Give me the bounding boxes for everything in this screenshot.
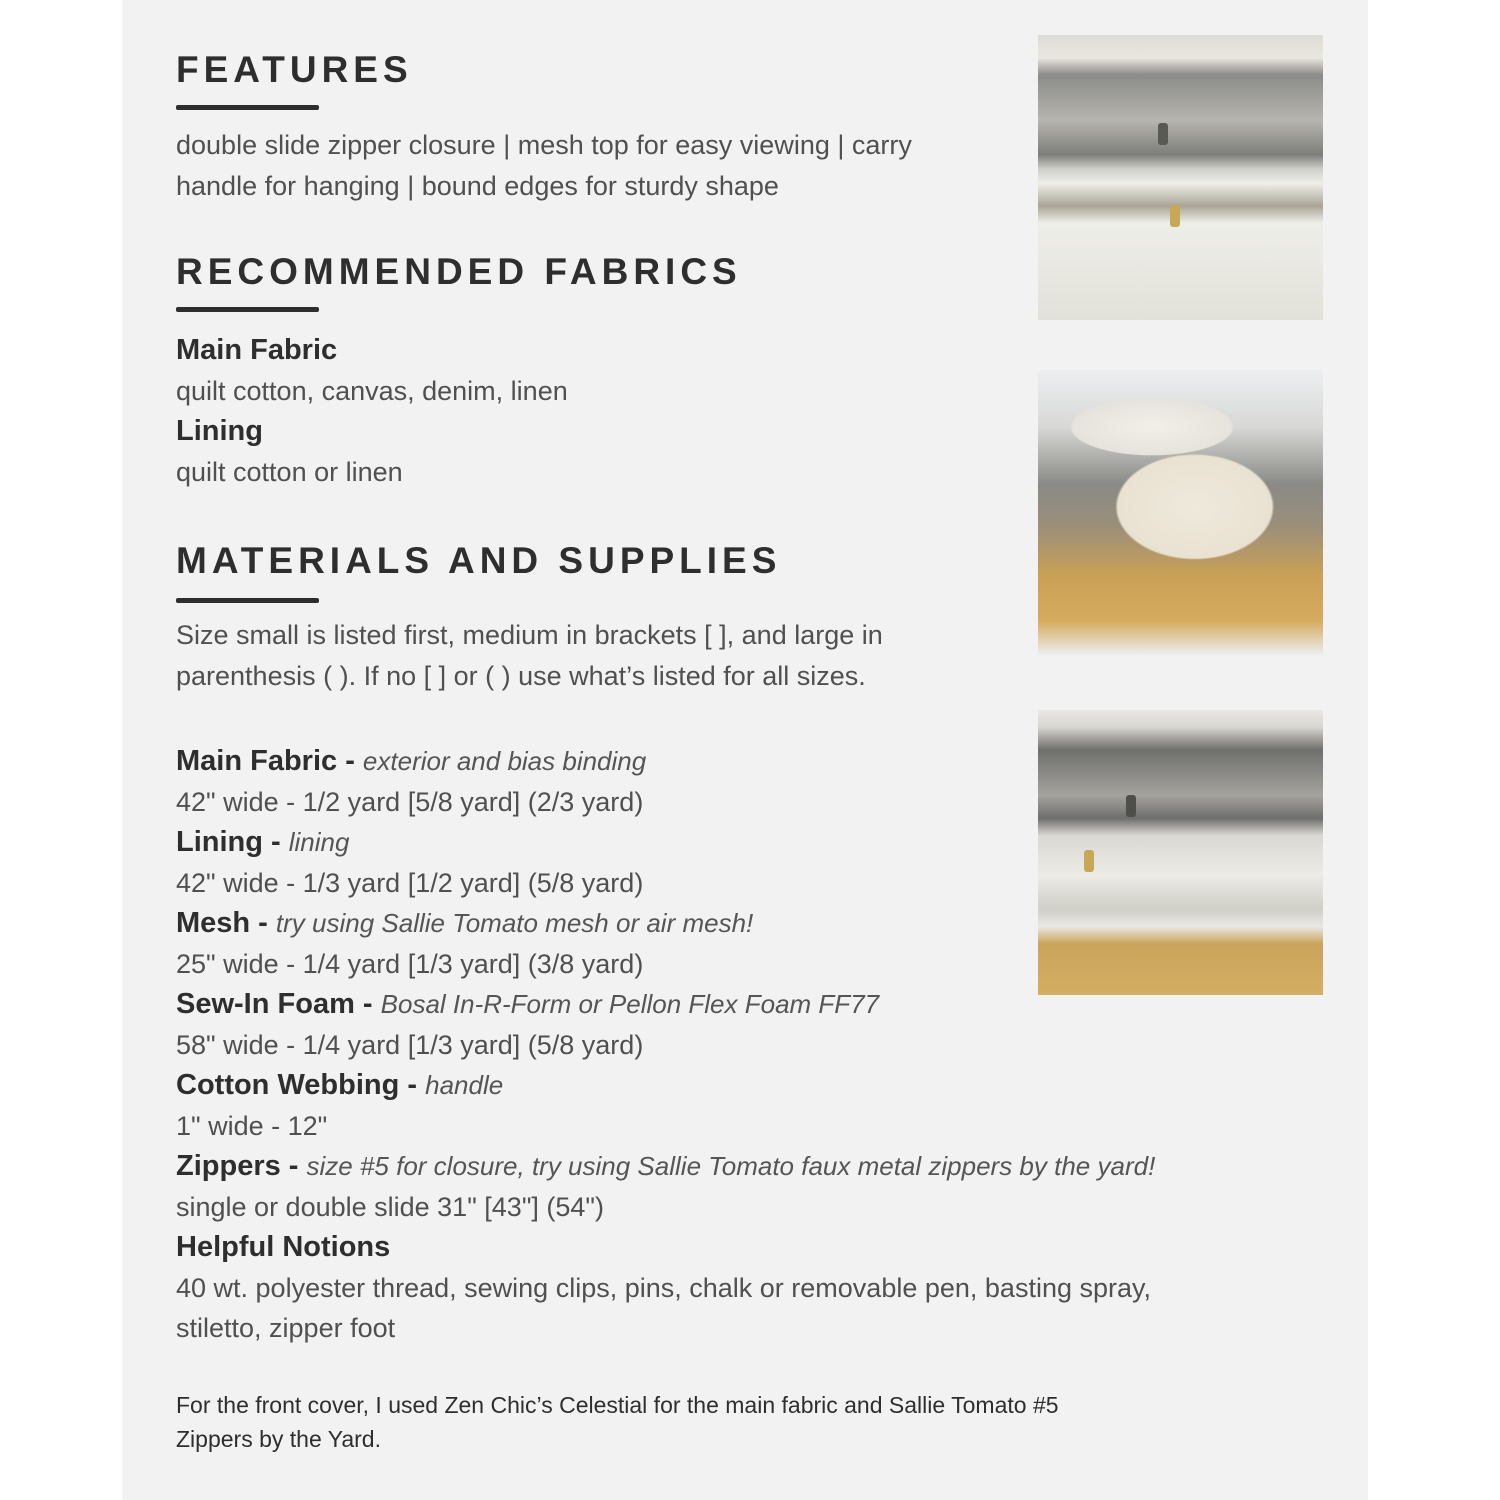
material-detail: stiletto, zipper foot — [176, 1313, 396, 1343]
material-item — [176, 903, 1155, 944]
zipper-pull-icon — [1126, 795, 1136, 817]
material-detail: 58" wide - 1/4 yard [1/3 yard] (5/8 yard) — [176, 1029, 644, 1060]
material-detail: 42" wide - 1/3 yard [1/2 yard] (5/8 yard) — [176, 867, 644, 898]
footnote-line: For the front cover, I used Zen Chic’s Celestial for the main fabric and Sallie Tomato #5 — [176, 1392, 1059, 1418]
nested-cases-photo — [1038, 370, 1323, 655]
material-label: Helpful Notions — [176, 1231, 391, 1263]
features-text — [176, 125, 912, 206]
fabric-label: Main Fabric — [176, 334, 338, 366]
fabrics-heading: RECOMMENDED FABRICS — [176, 251, 742, 292]
material-label: Main Fabric - — [176, 745, 363, 777]
material-label: Cotton Webbing - — [176, 1069, 426, 1101]
materials-heading: MATERIALS AND SUPPLIES — [176, 540, 782, 581]
footnote-line: Zippers by the Yard. — [176, 1426, 381, 1452]
material-item — [176, 1065, 1155, 1106]
material-detail: 1" wide - 12" — [176, 1110, 328, 1141]
material-label: Sew-In Foam - — [176, 988, 381, 1020]
fabrics-list — [176, 330, 568, 492]
intro-line: parenthesis ( ). If no [ ] or ( ) use what’s listed for all sizes. — [176, 660, 866, 691]
material-note: try using Sallie Tomato mesh or air mesh! — [275, 908, 754, 938]
zipper-pull-icon — [1158, 123, 1168, 145]
fabric-label: Lining — [176, 415, 263, 447]
material-detail: 42" wide - 1/2 yard [5/8 yard] (2/3 yard) — [176, 786, 644, 817]
material-detail: 25" wide - 1/4 yard [1/3 yard] (3/8 yard) — [176, 948, 644, 979]
material-item — [176, 984, 1155, 1025]
features-heading: FEATURES — [176, 49, 413, 90]
material-note: size #5 for closure, try using Sallie Tomato faux metal zippers by the yard! — [306, 1151, 1156, 1181]
material-note: lining — [288, 827, 350, 857]
stacked-cases-photo — [1038, 35, 1323, 320]
material-item — [176, 1146, 1155, 1187]
three-stacked-cases-photo — [1038, 710, 1323, 995]
material-note: Bosal In-R-Form or Pellon Flex Foam FF77 — [380, 989, 880, 1019]
footnote — [176, 1388, 1059, 1456]
features-line: double slide zipper closure | mesh top for easy viewing | carry — [176, 130, 912, 160]
fabric-value: quilt cotton, canvas, denim, linen — [176, 375, 568, 406]
fabric-value: quilt cotton or linen — [176, 456, 403, 487]
zipper-pull-icon — [1170, 205, 1180, 227]
material-note: handle — [425, 1070, 504, 1100]
features-line: handle for hanging | bound edges for sturdy shape — [176, 170, 779, 201]
material-item — [176, 1227, 1155, 1268]
material-label: Lining - — [176, 826, 289, 858]
material-note: exterior and bias binding — [362, 746, 647, 776]
zipper-pull-icon — [1084, 850, 1094, 872]
material-item — [176, 741, 1155, 782]
features-rule — [176, 105, 319, 110]
material-item — [176, 822, 1155, 863]
material-detail: single or double slide 31" [43"] (54") — [176, 1191, 605, 1222]
materials-rule — [176, 598, 319, 603]
materials-list — [176, 741, 1155, 1349]
material-detail: 40 wt. polyester thread, sewing clips, pins, chalk or removable pen, basting spray, — [176, 1272, 1151, 1303]
material-label: Zippers - — [176, 1150, 307, 1182]
fabrics-rule — [176, 307, 319, 312]
material-label: Mesh - — [176, 907, 276, 939]
intro-line: Size small is listed first, medium in brackets [ ], and large in — [176, 620, 883, 650]
materials-intro — [176, 615, 883, 696]
